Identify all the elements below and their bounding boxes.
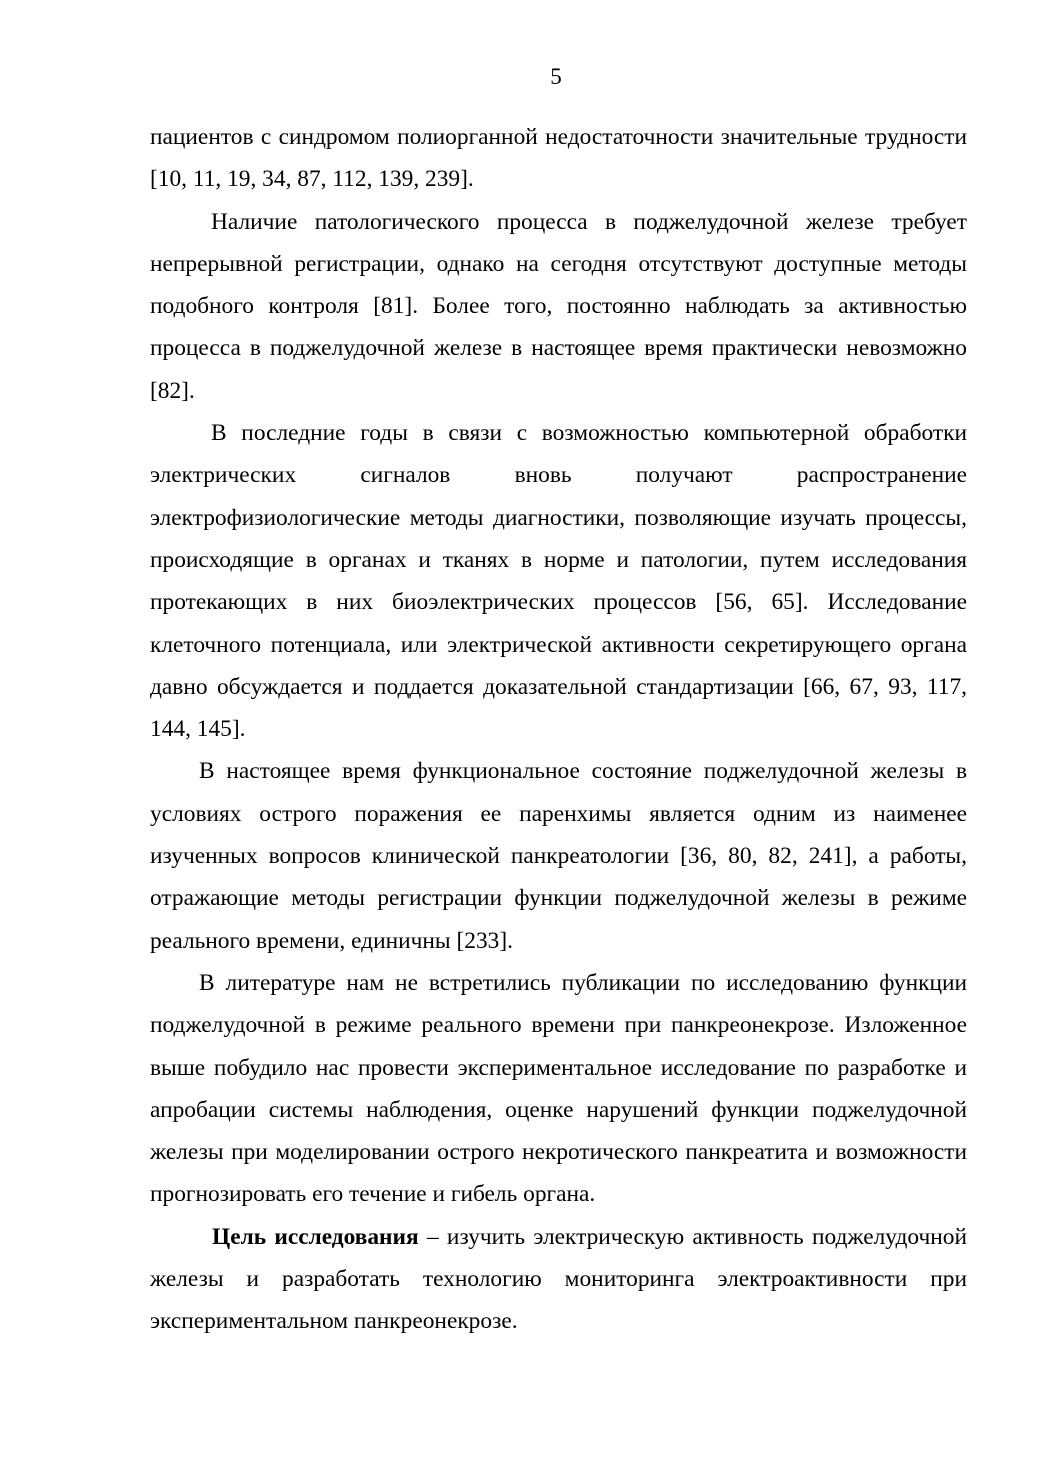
paragraph-literature: В литературе нам не встретились публикации по исследованию функции поджелудочной в режиме реального времени при панкреонекрозе. Изложенное выше побудило нас провести экспериментальное исследование по разработке и апробации системы наблюдения, оценке нарушений функции поджелудочной железы при моделировании острого некротического панкреатита и возможности прогнозировать его течение и гибель органа. [150,969,967,1208]
goal-label: Цель исследования [212,1223,419,1250]
paragraph-research-goal [150,1216,967,1343]
paragraph-pathology-monitoring: Наличие патологического процесса в поджелудочной железе требует непрерывной регистрации, однако на сегодня отсутствуют доступные методы подобного контроля [81]. Более того, постоянно наблюдать за активностью процесса в поджелудочной железе в настоящее время практически невозможно [82]. [150,208,967,404]
goal-text: – изучить электрическую активность поджелудочной железы и разработать технологию мониторинга электроактивности при экспериментальном панкреонекрозе. [150,1223,968,1335]
page-number: 5 [550,64,562,89]
text-body [150,116,967,1343]
paragraph-electrophysiology: В последние годы в связи с возможностью компьютерной обработки электрических сигналов вновь получают распространение электрофизиологические методы диагностики, позволяющие изучать процессы, происходящие в органах и тканях в норме и патологии, путем исследования протекающих в них биоэлектрических процессов [56, 65]. Исследование клеточного потенциала, или электрической активности секретирующего органа давно обсуждается и поддается доказательной стандартизации [66, 67, 93, 117, 144, 145]. [150,420,967,743]
paragraph-continuation: пациентов с синдромом полиорганной недостаточности значительные трудности [10, 11, 19, 34, 87, 112, 139, 239]. [150,124,967,193]
paragraph-functional-state: В настоящее время функциональное состояние поджелудочной железы в условиях острого поражения ее паренхимы является одним из наименее изученных вопросов клинической панкреатологии [36, 80, 82, 241], а работы, отражающие методы регистрации функции поджелудочной железы в режиме реального времени, единичны [233]. [150,758,967,954]
